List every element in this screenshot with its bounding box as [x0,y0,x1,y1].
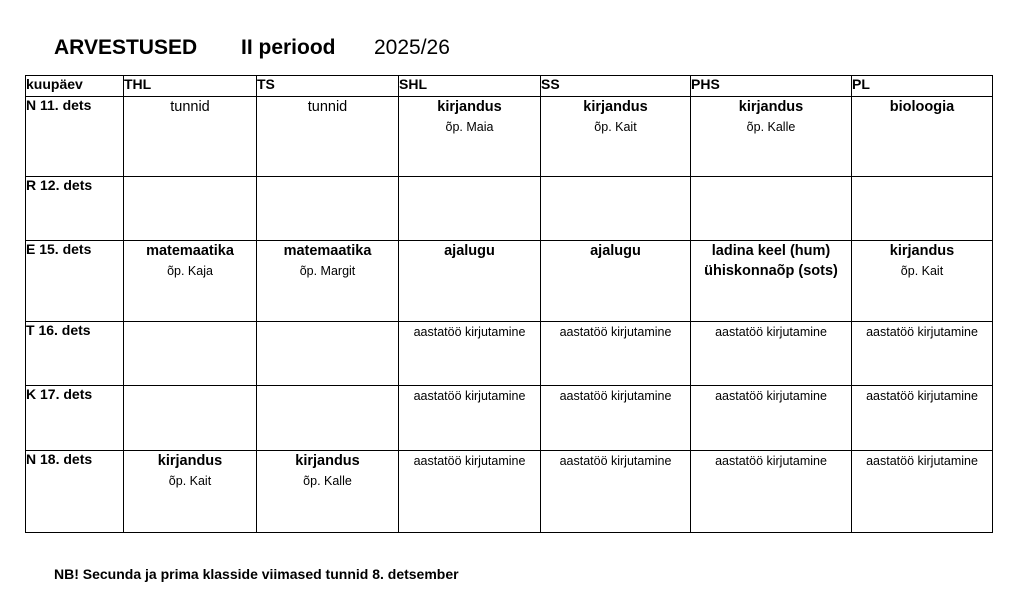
subject-label: ladina keel (hum) [711,243,831,259]
table-row [26,177,993,241]
subject-label: kirjandus [295,453,360,469]
subject-label: aastatöö kirjutamine [866,389,978,403]
subject-label: aastatöö kirjutamine [413,389,526,403]
period-label: II periood [241,36,336,59]
subject-label: matemaatika [283,243,372,259]
subject-label: aastatöö kirjutamine [559,454,672,468]
schedule-cell [124,241,257,322]
table-row [26,241,993,322]
page-title: ARVESTUSED [54,36,198,59]
date-cell: N 18. dets [26,451,124,533]
footnote: NB! Secunda ja prima klasside viimased tunnid 8. detsember [54,566,459,582]
schedule-cell [691,241,852,322]
date-cell: E 15. dets [26,241,124,322]
schedule-cell [399,97,541,177]
schedule-cell [852,386,993,451]
subject-label: tunnid [170,99,210,115]
subject-label: aastatöö kirjutamine [559,389,672,403]
schedule-cell [124,386,257,451]
column-header-date: kuupäev [26,76,124,97]
column-header-ts: TS [257,76,399,97]
subject-label: aastatöö kirjutamine [866,454,978,468]
schedule-cell [691,386,852,451]
schedule-cell [399,386,541,451]
subject-label: aastatöö kirjutamine [413,325,526,339]
schedule-cell [852,241,993,322]
subject-label: ajalugu [444,243,495,259]
schedule-cell [691,322,852,386]
schedule-cell [691,451,852,533]
schedule-cell [257,177,399,241]
teacher-label: õp. Maia [445,120,494,134]
subject-label: aastatöö kirjutamine [866,325,978,339]
column-header-ss: SS [541,76,691,97]
header-row [26,76,993,97]
subject-label: aastatöö kirjutamine [715,454,827,468]
subject-label: ajalugu [590,243,641,259]
table-row [26,386,993,451]
schedule-cell [541,386,691,451]
teacher-label: õp. Kaja [167,264,213,278]
subject-label: aastatöö kirjutamine [559,325,672,339]
date-cell: N 11. dets [26,97,124,177]
schedule-cell [257,386,399,451]
table-row [26,97,993,177]
schedule-cell [541,451,691,533]
schedule-cell [124,451,257,533]
schedule-cell [124,177,257,241]
schedule-cell [852,177,993,241]
schedule-cell [124,322,257,386]
date-cell: K 17. dets [26,386,124,451]
teacher-label: õp. Kait [900,264,944,278]
schedule-table [25,75,993,533]
subject-label: tunnid [307,99,348,115]
teacher-label: õp. Kalle [746,120,796,134]
column-header-shl: SHL [399,76,541,97]
schedule-cell [257,451,399,533]
schedule-cell [399,241,541,322]
subject-label: kirjandus [157,453,223,469]
date-cell: R 12. dets [26,177,124,241]
schedule-cell [691,97,852,177]
subject-label: matemaatika [146,243,234,259]
schedule-cell [541,241,691,322]
subject-label: kirjandus [889,243,955,259]
schedule-cell [852,97,993,177]
table-row [26,322,993,386]
column-header-thl: THL [124,76,257,97]
schedule-cell [852,322,993,386]
schedule-cell [541,97,691,177]
subject-label: kirjandus [437,99,502,115]
teacher-label: õp. Kait [594,120,637,134]
schedule-cell [257,241,399,322]
teacher-label: õp. Kalle [303,474,352,488]
teacher-label: õp. Margit [299,264,356,278]
date-cell: T 16. dets [26,322,124,386]
table-row [26,451,993,533]
column-header-phs: PHS [691,76,852,97]
schedule-cell [399,451,541,533]
schedule-cell [852,451,993,533]
schedule-cell [541,177,691,241]
subject-label: bioloogia [889,99,955,115]
schedule-cell [257,322,399,386]
subject-label: kirjandus [583,99,648,115]
teacher-label: õp. Kait [168,474,212,488]
subject-label: aastatöö kirjutamine [413,454,526,468]
schedule-cell [399,177,541,241]
subject-label: ühiskonnaõp (sots) [704,263,838,279]
school-year: 2025/26 [374,36,450,59]
subject-label: kirjandus [738,99,804,115]
schedule-cell [124,97,257,177]
schedule-cell [399,322,541,386]
schedule-cell [541,322,691,386]
subject-label: aastatöö kirjutamine [715,325,827,339]
column-header-pl: PL [852,76,993,97]
schedule-cell [257,97,399,177]
subject-label: aastatöö kirjutamine [715,389,827,403]
schedule-cell [691,177,852,241]
